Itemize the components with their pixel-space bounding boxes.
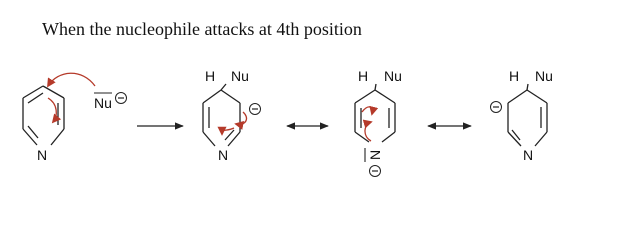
- nitrogen-atom: N: [367, 149, 383, 160]
- nitrogen-atom: N: [523, 147, 534, 163]
- pi-bond-shift-arrow: [48, 98, 56, 122]
- negative-charge: [250, 104, 261, 115]
- lone-pair-arrow: [365, 122, 371, 141]
- pyridine-structure: [23, 73, 127, 163]
- lone-pair-arrow: [236, 112, 247, 124]
- hydrogen-atom: H: [509, 68, 520, 84]
- nucleophile-label: Nu: [535, 68, 553, 84]
- nitrogen-atom: N: [37, 147, 48, 163]
- nucleophile-label: Nu: [384, 68, 402, 84]
- pi-bond-shift-arrow: [362, 107, 372, 114]
- caption: When the nucleophile attacks at 4th position: [42, 19, 362, 39]
- intermediate-structure-1: [203, 68, 261, 163]
- nitrogen-atom: N: [218, 147, 229, 163]
- pi-bond-shift-arrow: [222, 128, 234, 134]
- nucleophile-attack-arrow: [48, 73, 95, 86]
- intermediate-structure-2: [355, 68, 402, 177]
- negative-charge: [370, 166, 381, 177]
- hydrogen-atom: H: [205, 68, 216, 84]
- hydrogen-atom: H: [358, 68, 369, 84]
- negative-charge: [116, 93, 127, 104]
- nucleophile-label: Nu: [231, 68, 249, 84]
- nucleophile-label: Nu: [94, 95, 112, 111]
- negative-charge: [491, 102, 502, 113]
- intermediate-structure-3: [491, 68, 553, 163]
